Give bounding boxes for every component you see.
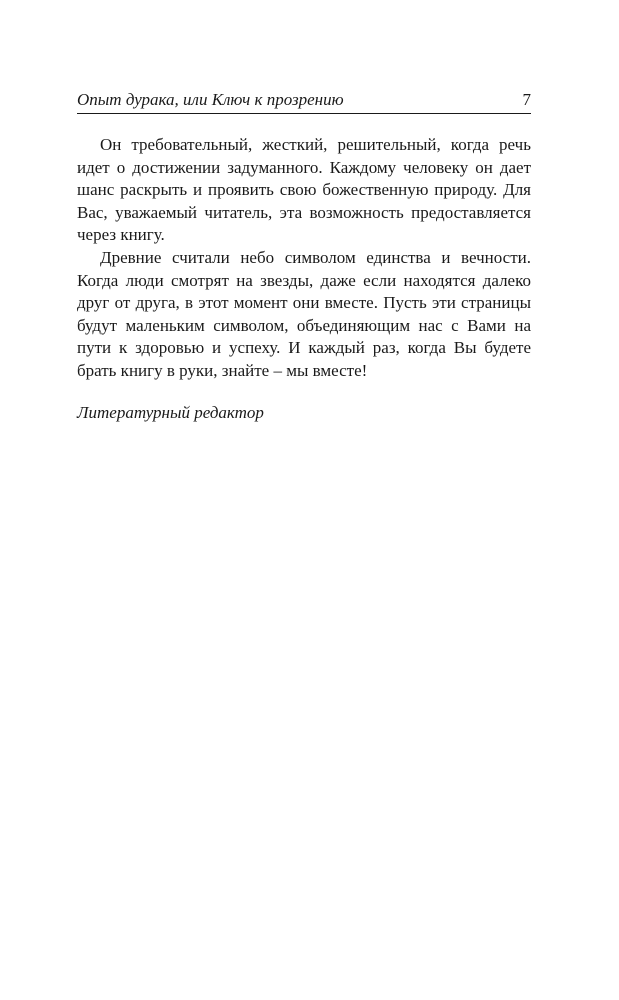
signature: Литературный редактор [77,402,264,422]
running-title: Опыт дурака, или Ключ к прозрению [77,90,344,109]
body-text [77,134,531,383]
book-page [77,90,531,424]
paragraph: Он требовательный, жесткий, решительный, когда речь идет о достижении задуманного. Каждому человеку он дает шанс раскрыть и проявить свою божественную природу. Для Вас, уважаемый читатель, эта возможность предоставляется через книгу. [77,135,531,245]
page-number: 7 [522,90,531,109]
paragraph: Древние считали небо символом единства и вечности. Когда люди смотрят на звезды, даже если находятся далеко друг от друга, в этот момент они вместе. Пусть эти страницы будут маленьким символом, объединяющим нас с Вами на пути к здоровью и успеху. И каждый раз, когда Вы будете брать книгу в руки, знайте – мы вместе! [77,247,531,380]
running-header [77,90,531,114]
